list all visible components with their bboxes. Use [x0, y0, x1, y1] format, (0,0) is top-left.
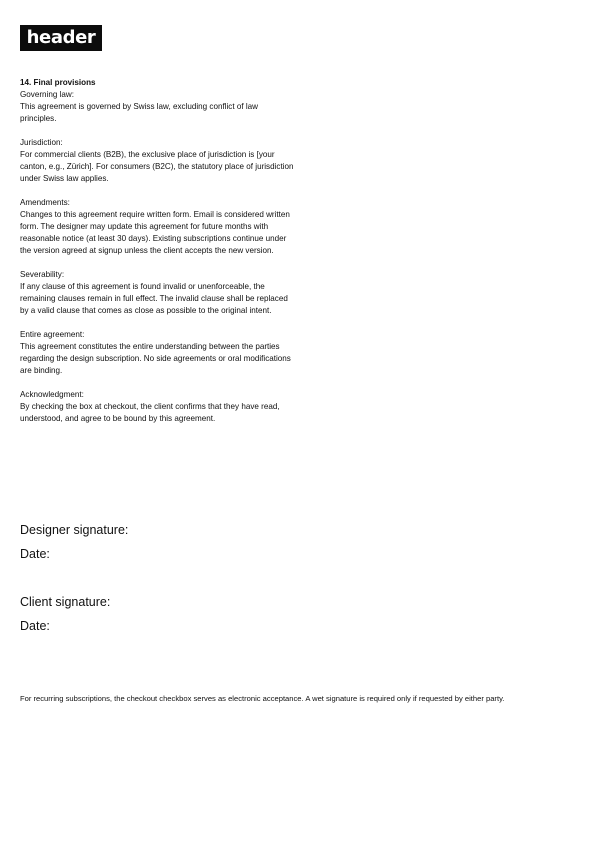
header-logo: header: [20, 25, 102, 51]
designer-signature-label: Designer signature:: [20, 523, 129, 537]
block-label: Amendments:: [20, 198, 70, 207]
client-date-label: Date:: [20, 619, 50, 633]
governing-law-block: [20, 89, 295, 125]
jurisdiction-block: [20, 137, 295, 185]
client-signature-label: Client signature:: [20, 595, 111, 609]
acknowledgment-block: [20, 389, 295, 425]
block-text: For commercial clients (B2B), the exclusive place of jurisdiction is [your canton, e.g., Zürich]. For consumers (B2C), the statutory place of jurisdiction under Swiss law applies.: [20, 150, 294, 183]
designer-date-label: Date:: [20, 547, 50, 561]
block-label: Governing law:: [20, 90, 74, 99]
block-text: By checking the box at checkout, the client confirms that they have read, understood, and agree to be bound by this agreement.: [20, 402, 280, 423]
block-text: Changes to this agreement require written form. Email is considered written form. The designer may update this agreement for future months with reasonable notice (at least 30 days). Existing subscriptions continue under the version agreed at signup unless the client accepts the new version.: [20, 210, 290, 255]
electronic-acceptance-note: For recurring subscriptions, the checkout checkbox serves as electronic acceptance. A wet signature is required only if requested by either party.: [20, 694, 505, 703]
block-text: If any clause of this agreement is found invalid or unenforceable, the remaining clauses remain in full effect. The invalid clause shall be replaced by a valid clause that comes as close as possible to the original intent.: [20, 282, 288, 315]
block-label: Acknowledgment:: [20, 390, 84, 399]
block-text: This agreement is governed by Swiss law, excluding conflict of law principles.: [20, 102, 258, 123]
block-label: Entire agreement:: [20, 330, 85, 339]
amendments-block: [20, 197, 295, 257]
entire-agreement-block: [20, 329, 295, 377]
final-provisions-section: [20, 77, 295, 437]
severability-block: [20, 269, 295, 317]
section-title: 14. Final provisions: [20, 78, 96, 87]
block-text: This agreement constitutes the entire understanding between the parties regarding the design subscription. No side agreements or oral modifications are binding.: [20, 342, 291, 375]
block-label: Severability:: [20, 270, 65, 279]
block-label: Jurisdiction:: [20, 138, 63, 147]
